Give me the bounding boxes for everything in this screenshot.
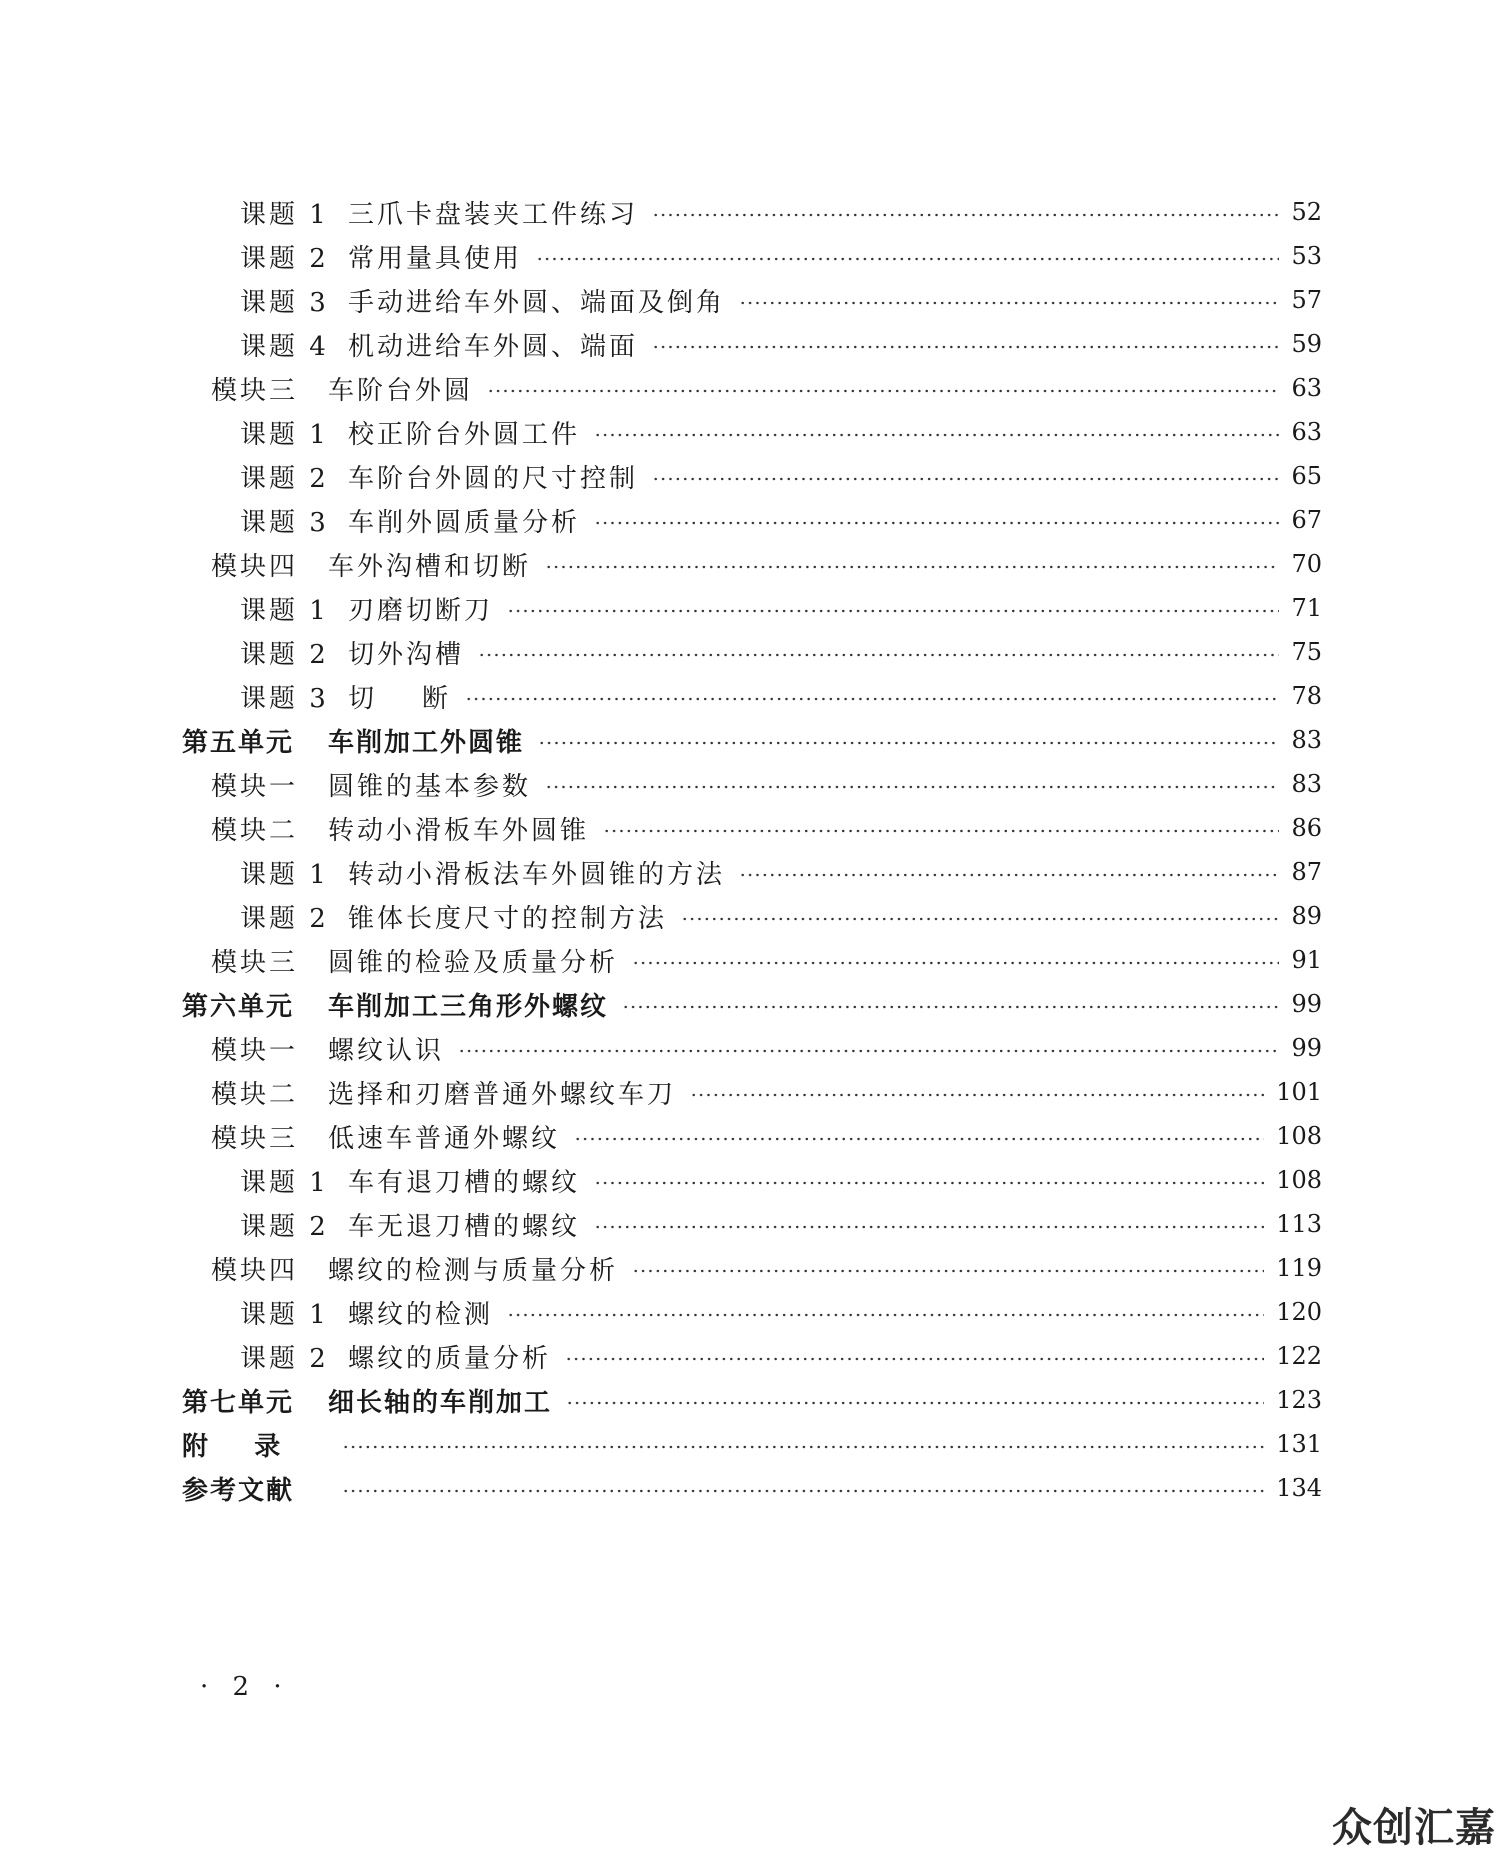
toc-entry-prefix: 模块二 xyxy=(211,815,299,846)
toc-entry[interactable] xyxy=(0,674,1504,718)
toc-entry-title: 车阶台外圆 xyxy=(328,375,474,406)
toc-entry-title: 低速车普通外螺纹 xyxy=(328,1123,561,1154)
dot-leader xyxy=(545,785,1279,789)
dot-leader xyxy=(536,257,1279,261)
toc-entry-label xyxy=(240,678,451,715)
toc-entry-prefix: 附 录 xyxy=(182,1431,283,1462)
toc-entry[interactable] xyxy=(0,630,1504,674)
toc-entry-label xyxy=(211,810,589,847)
toc-entry-label xyxy=(240,1162,580,1199)
toc-entry-page: 59 xyxy=(1291,330,1322,358)
toc-entry-prefix: 课题 3 xyxy=(240,287,329,318)
toc-entry-label xyxy=(240,1294,493,1331)
toc-entry[interactable] xyxy=(0,938,1504,982)
toc-entry-page: 108 xyxy=(1276,1122,1322,1150)
toc-entry-label xyxy=(240,1338,551,1375)
toc-entry-title: 车削外圆质量分析 xyxy=(348,507,581,538)
dot-leader xyxy=(566,1401,1264,1405)
toc-entry[interactable] xyxy=(0,1422,1504,1466)
toc-entry-label xyxy=(240,502,580,539)
toc-entry-title: 螺纹的检测与质量分析 xyxy=(328,1255,619,1286)
toc-entry-prefix: 课题 3 xyxy=(240,683,329,714)
toc-entry-label xyxy=(211,1250,618,1287)
toc-entry-label xyxy=(240,898,667,935)
dot-leader xyxy=(478,653,1279,657)
toc-entry-prefix: 第五单元 xyxy=(182,727,295,758)
toc-entry-page: 57 xyxy=(1291,286,1322,314)
toc-entry-page: 63 xyxy=(1291,374,1322,402)
toc-entry-label xyxy=(240,238,522,275)
toc-entry-label xyxy=(240,854,725,891)
dot-leader xyxy=(545,565,1279,569)
toc-entry-title: 车削加工三角形外螺纹 xyxy=(328,991,609,1022)
toc-entry[interactable] xyxy=(0,1466,1504,1510)
toc-entry-title: 常用量具使用 xyxy=(348,243,523,274)
toc-entry[interactable] xyxy=(0,1378,1504,1422)
dot-leader xyxy=(681,917,1279,921)
toc-entry-label xyxy=(240,282,725,319)
toc-entry[interactable] xyxy=(0,454,1504,498)
table-of-contents xyxy=(0,190,1504,1510)
toc-entry[interactable] xyxy=(0,410,1504,454)
dot-leader xyxy=(632,1269,1264,1273)
toc-entry-page: 131 xyxy=(1276,1430,1322,1458)
toc-entry-page: 123 xyxy=(1276,1386,1322,1414)
toc-entry-prefix: 课题 3 xyxy=(240,507,329,538)
toc-entry-prefix: 模块二 xyxy=(211,1079,299,1110)
toc-entry-page: 101 xyxy=(1276,1078,1322,1106)
toc-entry-prefix: 第六单元 xyxy=(182,991,295,1022)
toc-entry-page: 108 xyxy=(1276,1166,1322,1194)
toc-entry[interactable] xyxy=(0,542,1504,586)
toc-entry[interactable] xyxy=(0,718,1504,762)
toc-entry[interactable] xyxy=(0,1070,1504,1114)
toc-entry-label xyxy=(211,942,618,979)
toc-entry-title: 手动进给车外圆、端面及倒角 xyxy=(348,287,726,318)
dot-leader xyxy=(594,521,1279,525)
dot-leader xyxy=(594,1181,1264,1185)
toc-entry-page: 120 xyxy=(1276,1298,1322,1326)
dot-leader xyxy=(565,1357,1264,1361)
toc-entry-title: 机动进给车外圆、端面 xyxy=(348,331,639,362)
dot-leader xyxy=(690,1093,1264,1097)
toc-entry-title: 圆锥的检验及质量分析 xyxy=(328,947,619,978)
dot-leader xyxy=(739,301,1279,305)
dot-leader xyxy=(632,961,1279,965)
toc-entry[interactable] xyxy=(0,894,1504,938)
toc-entry-prefix: 课题 1 xyxy=(240,199,329,230)
dot-leader xyxy=(739,873,1279,877)
dot-leader xyxy=(594,1225,1264,1229)
dot-leader xyxy=(652,213,1279,217)
toc-entry-prefix: 课题 1 xyxy=(240,1167,329,1198)
toc-entry[interactable] xyxy=(0,806,1504,850)
toc-entry-label xyxy=(240,458,638,495)
toc-entry-page: 99 xyxy=(1291,990,1322,1018)
toc-entry-page: 99 xyxy=(1291,1034,1322,1062)
toc-entry-label xyxy=(240,194,638,231)
toc-entry-title: 三爪卡盘装夹工件练习 xyxy=(348,199,639,230)
toc-entry-page: 70 xyxy=(1291,550,1322,578)
toc-entry-prefix: 课题 1 xyxy=(240,859,329,890)
toc-entry[interactable] xyxy=(0,586,1504,630)
toc-entry-label xyxy=(182,722,524,759)
toc-entry-prefix: 模块一 xyxy=(211,771,299,802)
toc-entry[interactable] xyxy=(0,1246,1504,1290)
toc-entry[interactable] xyxy=(0,1334,1504,1378)
toc-entry[interactable] xyxy=(0,982,1504,1026)
watermark-logo: 众创汇嘉 xyxy=(1332,1805,1496,1851)
toc-entry-title: 螺纹的检测 xyxy=(348,1299,494,1330)
dot-leader xyxy=(622,1005,1279,1009)
dot-leader xyxy=(342,1489,1264,1493)
page-number: · 2 · xyxy=(200,1672,290,1702)
toc-entry-prefix: 模块三 xyxy=(211,947,299,978)
toc-entry-label xyxy=(182,1382,552,1419)
toc-entry-page: 78 xyxy=(1291,682,1322,710)
toc-entry-page: 52 xyxy=(1291,198,1322,226)
dot-leader xyxy=(603,829,1279,833)
toc-entry-page: 65 xyxy=(1291,462,1322,490)
toc-entry-page: 67 xyxy=(1291,506,1322,534)
toc-entry-prefix: 参考文献 xyxy=(182,1475,295,1506)
toc-entry-title: 圆锥的基本参数 xyxy=(328,771,532,802)
toc-entry-prefix: 第七单元 xyxy=(182,1387,295,1418)
toc-entry[interactable] xyxy=(0,1114,1504,1158)
dot-leader xyxy=(538,741,1279,745)
toc-entry-label xyxy=(240,634,464,671)
dot-leader xyxy=(458,1049,1279,1053)
toc-entry-title: 转动小滑板法车外圆锥的方法 xyxy=(348,859,726,890)
toc-entry-label xyxy=(211,766,531,803)
toc-entry-page: 75 xyxy=(1291,638,1322,666)
toc-entry-prefix: 课题 1 xyxy=(240,419,329,450)
dot-leader xyxy=(487,389,1279,393)
toc-entry-title: 细长轴的车削加工 xyxy=(328,1387,553,1418)
toc-entry-label xyxy=(211,1030,444,1067)
toc-entry-title: 螺纹认识 xyxy=(328,1035,445,1066)
toc-entry[interactable] xyxy=(0,190,1504,234)
dot-leader xyxy=(507,1313,1264,1317)
toc-entry-title: 车阶台外圆的尺寸控制 xyxy=(348,463,639,494)
toc-entry-prefix: 课题 2 xyxy=(240,639,329,670)
dot-leader xyxy=(652,345,1279,349)
toc-entry-label xyxy=(182,986,608,1023)
toc-entry[interactable] xyxy=(0,498,1504,542)
toc-entry-page: 91 xyxy=(1291,946,1322,974)
toc-entry-prefix: 课题 1 xyxy=(240,595,329,626)
toc-entry-title: 锥体长度尺寸的控制方法 xyxy=(348,903,668,934)
toc-entry-page: 63 xyxy=(1291,418,1322,446)
toc-entry-label xyxy=(182,1470,328,1507)
toc-entry-title: 刃磨切断刀 xyxy=(348,595,494,626)
toc-entry[interactable] xyxy=(0,1290,1504,1334)
toc-entry-title: 螺纹的质量分析 xyxy=(348,1343,552,1374)
toc-entry-label xyxy=(211,546,531,583)
toc-entry[interactable] xyxy=(0,234,1504,278)
toc-entry-prefix: 模块一 xyxy=(211,1035,299,1066)
toc-entry-page: 134 xyxy=(1276,1474,1322,1502)
toc-entry-page: 113 xyxy=(1276,1210,1322,1238)
toc-entry[interactable] xyxy=(0,1026,1504,1070)
toc-entry-page: 83 xyxy=(1291,726,1322,754)
toc-entry-page: 122 xyxy=(1276,1342,1322,1370)
toc-entry-prefix: 课题 2 xyxy=(240,463,329,494)
toc-entry-prefix: 模块三 xyxy=(211,375,299,406)
toc-entry-prefix: 课题 2 xyxy=(240,903,329,934)
toc-entry-label xyxy=(240,326,638,363)
toc-entry-prefix: 课题 4 xyxy=(240,331,329,362)
toc-entry[interactable] xyxy=(0,1158,1504,1202)
toc-entry-prefix: 课题 2 xyxy=(240,1211,329,1242)
toc-entry[interactable] xyxy=(0,322,1504,366)
toc-entry[interactable] xyxy=(0,762,1504,806)
toc-entry-label xyxy=(240,1206,580,1243)
toc-entry-page: 71 xyxy=(1291,594,1322,622)
toc-entry-prefix: 模块四 xyxy=(211,551,299,582)
toc-entry-prefix: 模块三 xyxy=(211,1123,299,1154)
toc-entry-title: 转动小滑板车外圆锥 xyxy=(328,815,590,846)
toc-entry-label xyxy=(240,414,580,451)
dot-leader xyxy=(652,477,1279,481)
dot-leader xyxy=(574,1137,1264,1141)
dot-leader xyxy=(465,697,1279,701)
toc-entry[interactable] xyxy=(0,366,1504,410)
toc-entry-title: 校正阶台外圆工件 xyxy=(348,419,581,450)
toc-entry-page: 86 xyxy=(1291,814,1322,842)
toc-entry-title: 选择和刃磨普通外螺纹车刀 xyxy=(328,1079,677,1110)
toc-entry-title: 切外沟槽 xyxy=(348,639,465,670)
dot-leader xyxy=(594,433,1279,437)
toc-entry-prefix: 课题 2 xyxy=(240,1343,329,1374)
toc-entry-page: 83 xyxy=(1291,770,1322,798)
toc-entry-page: 53 xyxy=(1291,242,1322,270)
toc-entry-label xyxy=(211,1118,560,1155)
toc-entry-prefix: 课题 2 xyxy=(240,243,329,274)
toc-entry-page: 89 xyxy=(1291,902,1322,930)
toc-entry-prefix: 课题 1 xyxy=(240,1299,329,1330)
toc-entry-title: 切 断 xyxy=(348,683,452,714)
dot-leader xyxy=(507,609,1279,613)
toc-entry-label xyxy=(240,590,493,627)
toc-entry[interactable] xyxy=(0,278,1504,322)
dot-leader xyxy=(342,1445,1264,1449)
toc-entry[interactable] xyxy=(0,850,1504,894)
toc-entry[interactable] xyxy=(0,1202,1504,1246)
toc-entry-label xyxy=(182,1426,328,1463)
toc-entry-page: 119 xyxy=(1276,1254,1322,1282)
toc-entry-title: 车无退刀槽的螺纹 xyxy=(348,1211,581,1242)
toc-entry-label xyxy=(211,370,473,407)
toc-entry-prefix: 模块四 xyxy=(211,1255,299,1286)
toc-entry-page: 87 xyxy=(1291,858,1322,886)
toc-entry-title: 车外沟槽和切断 xyxy=(328,551,532,582)
toc-entry-label xyxy=(211,1074,676,1111)
toc-entry-title: 车削加工外圆锥 xyxy=(328,727,525,758)
toc-entry-title: 车有退刀槽的螺纹 xyxy=(348,1167,581,1198)
